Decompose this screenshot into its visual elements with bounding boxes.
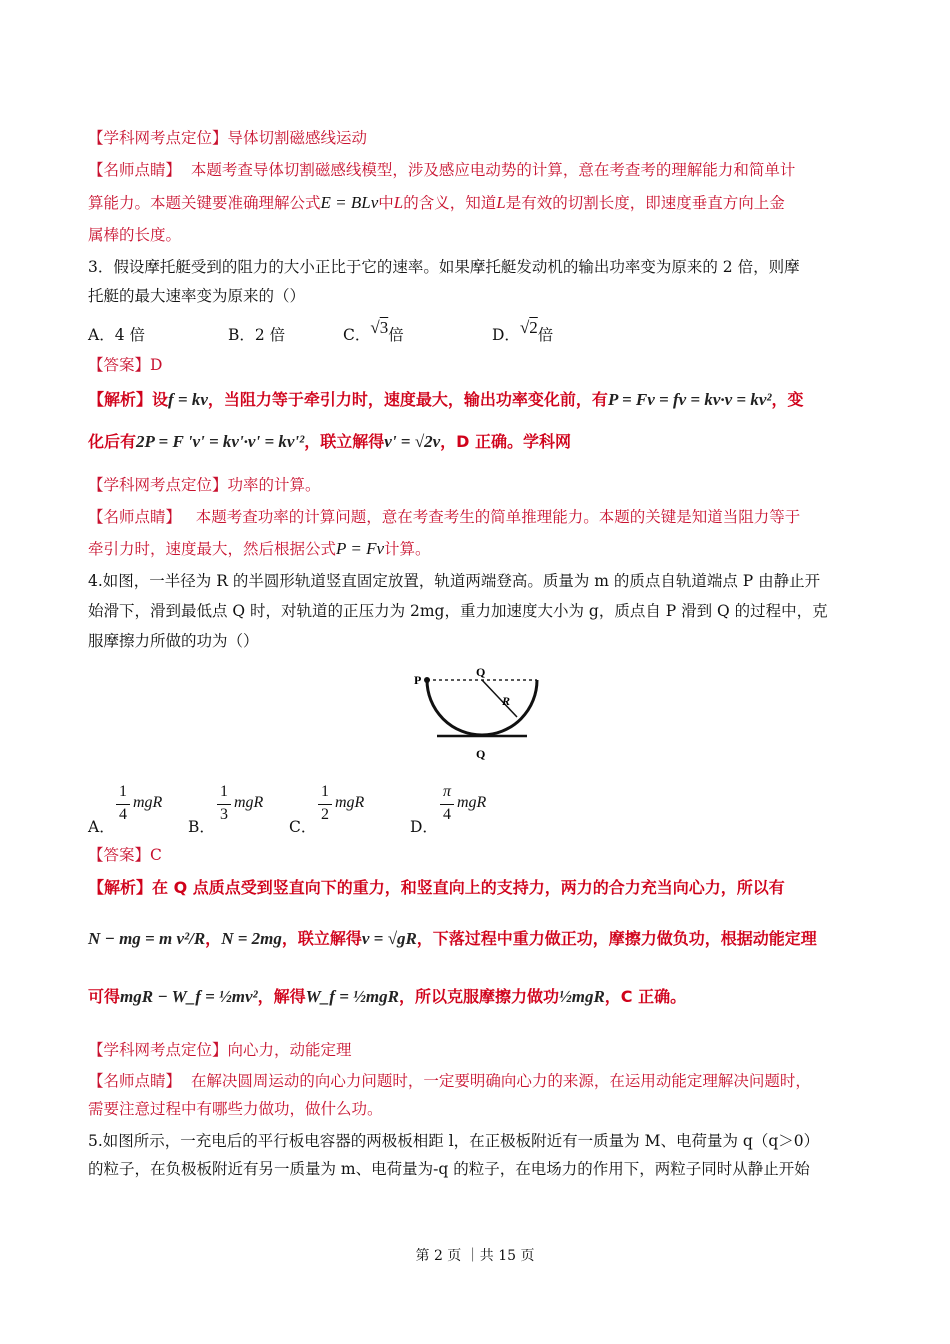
tip-text-part: 的含义，知道 bbox=[403, 194, 497, 212]
fraction-numerator: 1 bbox=[321, 783, 329, 800]
q4-explanation-3 bbox=[88, 986, 686, 1008]
tip-text-part: 中 bbox=[378, 194, 394, 212]
fraction-bar bbox=[116, 804, 130, 805]
term-mgr: mgR bbox=[133, 794, 163, 811]
fraction-denominator: 3 bbox=[220, 806, 228, 823]
q5-stem-1: 5.如图所示，一充电后的平行板电容器的两极板相距 l，在正极板附近有一质量为 M、电荷量为 q（q＞0） bbox=[88, 1132, 820, 1150]
tip-text-part: 算能力。本题关键要准确理解公式 bbox=[88, 194, 321, 212]
formula-solution: v' = √2v bbox=[384, 432, 441, 451]
q4-option-d-label: D． bbox=[410, 818, 438, 836]
term-mgr: mgR bbox=[335, 794, 365, 811]
formula-power: P = Fv = fv = kv·v = kv² bbox=[607, 390, 772, 409]
tip-text-part: 是有效的切割长度，即速度垂直方向上金 bbox=[505, 194, 785, 212]
option-label: C． bbox=[343, 326, 371, 344]
tip-tag: 【名师点睛】 bbox=[88, 1072, 182, 1090]
term-mgr: mgR bbox=[234, 794, 264, 811]
formula-energy: mgR − W_f = ½mv² bbox=[120, 987, 258, 1006]
q4-stem-3: 服摩擦力所做的功为（） bbox=[88, 632, 259, 650]
location-text: 功率的计算。 bbox=[227, 476, 321, 494]
exp-text: ，所以克服摩擦力做功 bbox=[398, 987, 559, 1006]
q4-tip-line-2: 需要注意过程中有哪些力做功，做什么功。 bbox=[88, 1100, 383, 1118]
fraction-bar bbox=[318, 804, 332, 805]
formula-work-friction: W_f = ½mgR bbox=[305, 987, 399, 1006]
q4-tip-line bbox=[88, 1070, 811, 1092]
q2-tip-line-2 bbox=[88, 192, 785, 214]
exp-text: ，当阻力等于牵引力时，速度最大，输出功率变化前，有 bbox=[207, 390, 608, 409]
formula-p-fv: P = Fv bbox=[336, 539, 384, 558]
location-tag: 【学科网考点定位】 bbox=[88, 476, 228, 494]
location-text: 导体切割磁感线运动 bbox=[227, 129, 368, 147]
q3-option-a: A．4 倍 bbox=[88, 326, 145, 344]
tip-text: 在解决圆周运动的向心力问题时，一定要明确向心力的来源，在运用动能定理解决问题时， bbox=[190, 1072, 811, 1090]
tip-text-part: 牵引力时，速度最大，然后根据公式 bbox=[88, 540, 337, 558]
q3-location-line bbox=[88, 474, 321, 496]
exp-text: ，C 正确。 bbox=[604, 987, 687, 1006]
term-mgr: mgR bbox=[457, 794, 487, 811]
tip-text: 本题考查导体切割磁感线模型，涉及感应电动势的计算，意在考查考的理解能力和简单计 bbox=[190, 161, 796, 179]
sqrt-value: 2 bbox=[529, 318, 538, 337]
formula-power-2: 2P = F 'v' = kv'·v' = kv'² bbox=[136, 432, 305, 451]
option-unit: 倍 bbox=[537, 326, 554, 344]
page-footer: 第 2 页 ｜共 15 页 bbox=[415, 1248, 535, 1264]
q4-stem-2: 始滑下，滑到最低点 Q 时，对轨道的正压力为 2mg，重力加速度大小为 g，质点自 P 滑到 Q 的过程中，克 bbox=[88, 602, 828, 620]
q5-stem-2: 的粒子，在负极板附近有另一质量为 m、电荷量为-q 的粒子，在电场力的作用下，两粒子同时从静止开始 bbox=[88, 1160, 810, 1178]
tip-tag: 【名师点睛】 bbox=[88, 161, 182, 179]
formula-centripetal: N − mg = m v²/R bbox=[88, 929, 206, 948]
option-unit: 倍 bbox=[388, 326, 404, 344]
fraction-numerator: 1 bbox=[119, 783, 127, 800]
q3-stem-2: 托艇的最大速率变为原来的（） bbox=[88, 287, 306, 305]
fraction-bar bbox=[440, 804, 454, 805]
fraction-denominator: 4 bbox=[119, 806, 127, 823]
q3-explanation-2 bbox=[88, 431, 571, 453]
semicircle-arc bbox=[427, 680, 537, 735]
label-p: P bbox=[414, 673, 422, 687]
q3-answer: 【答案】D bbox=[88, 356, 163, 374]
location-tag: 【学科网考点定位】 bbox=[88, 1041, 228, 1059]
exp-text: 【解析】设 bbox=[88, 390, 169, 409]
tip-text: 本题考查功率的计算问题，意在考查考生的简单推理能力。本题的关键是知道当阻力等于 bbox=[195, 508, 801, 526]
exp-text: ，变 bbox=[771, 390, 804, 409]
label-q-top: Q bbox=[476, 665, 486, 679]
formula-f-kv: f = kv bbox=[168, 390, 208, 409]
var-L: L bbox=[393, 193, 404, 212]
radius-line bbox=[482, 680, 517, 717]
sqrt-2: √2 bbox=[519, 318, 538, 337]
q4-explanation-2 bbox=[88, 928, 817, 950]
q2-tip-line bbox=[88, 159, 795, 181]
semicircle-track-figure bbox=[405, 665, 555, 770]
exp-text: ，下落过程中重力做正功，摩擦力做负功，根据动能定理 bbox=[416, 929, 817, 948]
option-label: D． bbox=[492, 326, 520, 344]
q3-explanation-1 bbox=[88, 389, 804, 411]
exp-text: ， bbox=[205, 929, 222, 948]
q4-answer: 【答案】C bbox=[88, 846, 162, 864]
formula-work-value: ½mgR bbox=[558, 987, 605, 1006]
var-L: L bbox=[496, 193, 506, 212]
fraction-numerator: π bbox=[442, 783, 451, 800]
location-text: 向心力，动能定理 bbox=[227, 1041, 352, 1059]
tip-tag: 【名师点睛】 bbox=[88, 508, 182, 526]
q4-explanation-1 bbox=[88, 877, 785, 899]
q4-stem-1: 4.如图，一半径为 R 的半圆形轨道竖直固定放置，轨道两端登高。质量为 m 的质点自轨道端点 P 由静止开 bbox=[88, 572, 821, 590]
q3-option-d bbox=[492, 316, 554, 344]
formula-e-blv: E = BLv bbox=[320, 193, 379, 212]
sqrt-value: 3 bbox=[379, 318, 389, 337]
label-q-bottom: Q bbox=[476, 747, 486, 761]
q3-tip-line bbox=[88, 506, 800, 528]
tip-text-part: 计算。 bbox=[384, 540, 431, 558]
q4-option-a-label: A． bbox=[88, 818, 115, 836]
fraction-denominator: 4 bbox=[443, 806, 451, 823]
exp-text: ，联立解得 bbox=[281, 929, 362, 948]
q2-location-line bbox=[88, 127, 367, 149]
q2-tip-line-3: 属棒的长度。 bbox=[88, 226, 182, 244]
sqrt-3: √3 bbox=[370, 318, 389, 337]
q3-stem-1: 3．假设摩托艇受到的阻力的大小正比于它的速率。如果摩托艇发动机的输出功率变为原来的 2 倍，则摩 bbox=[88, 258, 800, 276]
formula-velocity: v = √gR bbox=[361, 929, 417, 948]
q3-tip-line-2 bbox=[88, 538, 431, 560]
formula-normal-force: N = 2mg bbox=[221, 929, 282, 948]
q3-option-c bbox=[343, 316, 404, 344]
fraction-bar bbox=[217, 804, 231, 805]
exp-text: 化后有 bbox=[88, 432, 137, 451]
exp-text: 【解析】在 Q 点质点受到竖直向下的重力，和竖直向上的支持力，两力的合力充当向心力，所以有 bbox=[88, 878, 785, 897]
q4-option-c-label: C． bbox=[289, 818, 317, 836]
location-tag: 【学科网考点定位】 bbox=[88, 129, 228, 147]
exp-text: ，解得 bbox=[257, 987, 306, 1006]
label-r: R bbox=[502, 694, 511, 708]
exp-text: ，联立解得 bbox=[304, 432, 385, 451]
exp-text: 可得 bbox=[88, 987, 121, 1006]
fraction-numerator: 1 bbox=[220, 783, 228, 800]
point-p-dot bbox=[424, 677, 430, 683]
q4-location-line bbox=[88, 1039, 352, 1061]
q3-option-b: B．2 倍 bbox=[228, 326, 286, 344]
fraction-denominator: 2 bbox=[321, 806, 329, 823]
q4-option-b-label: B． bbox=[188, 818, 215, 836]
exp-text: ，D 正确。学科网 bbox=[440, 432, 571, 451]
